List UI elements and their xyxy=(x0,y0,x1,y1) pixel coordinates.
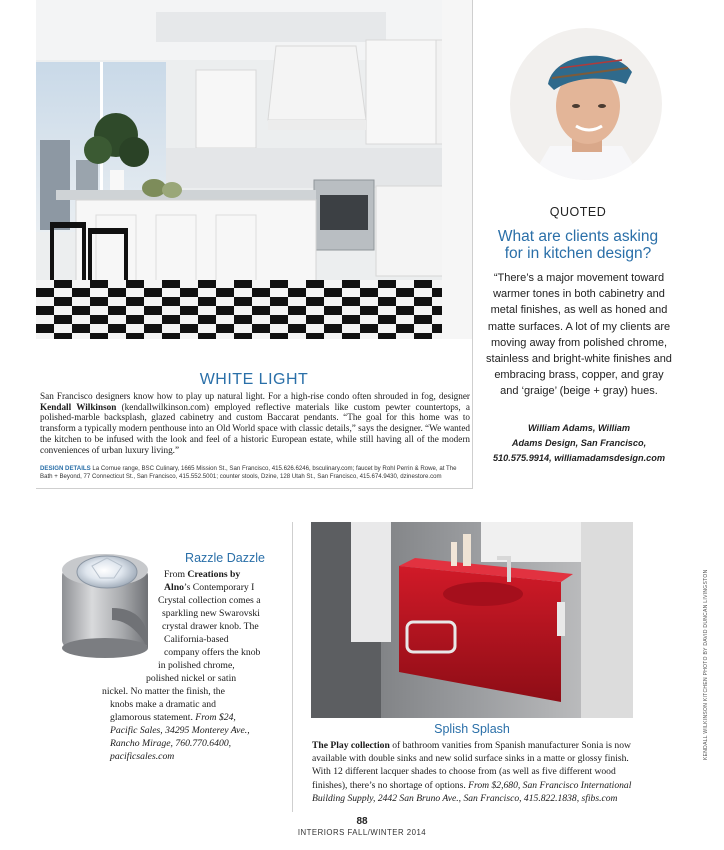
razzle-source-line: Rancho Mirage, 760.770.6400, xyxy=(110,738,232,749)
column-divider xyxy=(472,0,473,488)
red-vanity-photo xyxy=(311,522,633,718)
quoted-body: “There’s a major movement toward warmer tones in both cabinetry and metal finishes, as well as honed and matte surfaces. A lot of my clients are moving away from polished chrome, stainless and bright-white finishes and embracing brass, copper, and gray and ‘graige’ (beige + gray) hues. xyxy=(486,272,672,398)
splish-splash-title: Splish Splash xyxy=(434,722,510,736)
collection-name: The Play collection xyxy=(312,740,390,751)
splish-source: From $2,680, San Francisco International Building Supply, 2442 San Bruno Ave., San Francisco, 415.822.1838, sfibs.com xyxy=(312,779,632,804)
razzle-text-line: Crystal collection comes a xyxy=(158,595,261,606)
quoted-credit-line: Adams Design, San Francisco, xyxy=(511,438,647,448)
quoted-credit-line: William Adams, William xyxy=(527,423,631,433)
column-divider xyxy=(292,522,293,812)
design-details-text: La Cornue range, BSC Culinary, 1665 Mission St., San Francisco, 415.626.6246, bsculinary.com; faucet by Rohl Perrin & Rowe, at The Bath + Beyond, 77 Connecticut St., San Francisco, 415.552.5001; counter stools, Dzine, 128 Utah St., San Francisco, 415.674.9430, dzinestore.com xyxy=(40,465,457,481)
quoted-label: QUOTED xyxy=(549,205,607,219)
razzle-text: glamorous statement. xyxy=(110,712,196,723)
section-divider xyxy=(36,488,473,489)
portrait-photo xyxy=(510,28,662,180)
brand-name: Creations by xyxy=(187,569,241,580)
razzle-text-line: knobs make a dramatic and xyxy=(110,699,216,710)
design-details-label: DESIGN DETAILS xyxy=(40,465,91,472)
razzle-text-line: California-based xyxy=(164,634,229,645)
razzle-text-line: nickel. No matter the finish, the xyxy=(102,686,225,697)
razzle-text-line: crystal drawer knob. The xyxy=(162,621,259,632)
quoted-question-line: for in kitchen design? xyxy=(504,245,652,262)
kitchen-photo xyxy=(36,0,472,339)
splish-text: of bathroom vanities from Spanish manufacturer Sonia is now available with double sinks and new solid surface sinks in a matte or glossy finish. With 12 different lacquer shades to choose from (as well as five different wood finishes), there’s no shortage of options. xyxy=(312,740,631,791)
issue-label: INTERIORS FALL/WINTER 2014 xyxy=(297,828,427,837)
page-number: 88 xyxy=(356,816,368,827)
white-light-body xyxy=(40,391,470,455)
quoted-credit xyxy=(484,421,674,466)
razzle-text: ’s Contemporary I xyxy=(183,582,255,593)
white-light-text: (kendallwilkinson.com) employed reflective materials like custom pewter countertops, a polished-marble backsplash, glazed cabinetry and custom Baccarat pendants. “The goal for this home was to transform a typically modern penthouse into an Old World space with classic details,” says the designer. “We wanted the kitchen to be infused with the look and feel of a historic European estate, while still having all of the modern conveniences of urban luxury living.” xyxy=(40,401,470,455)
design-details xyxy=(40,465,470,482)
quoted-question xyxy=(480,228,676,262)
razzle-text-line xyxy=(164,581,254,594)
crystal-knob-photo xyxy=(52,548,160,660)
razzle-text-line xyxy=(164,568,240,581)
razzle-dazzle-title: Razzle Dazzle xyxy=(185,551,265,565)
splish-splash-body xyxy=(312,739,634,805)
razzle-text-line xyxy=(110,711,236,724)
razzle-source-line: pacificsales.com xyxy=(110,751,175,762)
quoted-question-line: What are clients asking xyxy=(497,228,659,245)
brand-name: Alno xyxy=(164,582,184,593)
photo-credit: KENDALL WILKINSON KITCHEN PHOTO BY DAVID DUNCAN LIVINGSTON xyxy=(703,569,709,760)
razzle-text-line: company offers the knob xyxy=(164,647,261,658)
razzle-text: From xyxy=(164,569,188,580)
price-text: From $24, xyxy=(195,712,236,723)
razzle-text-line: polished nickel or satin xyxy=(146,673,237,684)
quoted-credit-line: 510.575.9914, williamadamsdesign.com xyxy=(492,453,666,463)
razzle-text-line: sparkling new Swarovski xyxy=(162,608,260,619)
razzle-source-line: Pacific Sales, 34295 Monterey Ave., xyxy=(110,725,250,736)
white-light-title: WHITE LIGHT xyxy=(199,371,309,388)
designer-name: Kendall Wilkinson xyxy=(40,401,117,412)
razzle-text-line: in polished chrome, xyxy=(158,660,235,671)
white-light-text: San Francisco designers know how to play up natural light. For a high-rise condo often shrouded in fog, designer xyxy=(40,391,470,401)
